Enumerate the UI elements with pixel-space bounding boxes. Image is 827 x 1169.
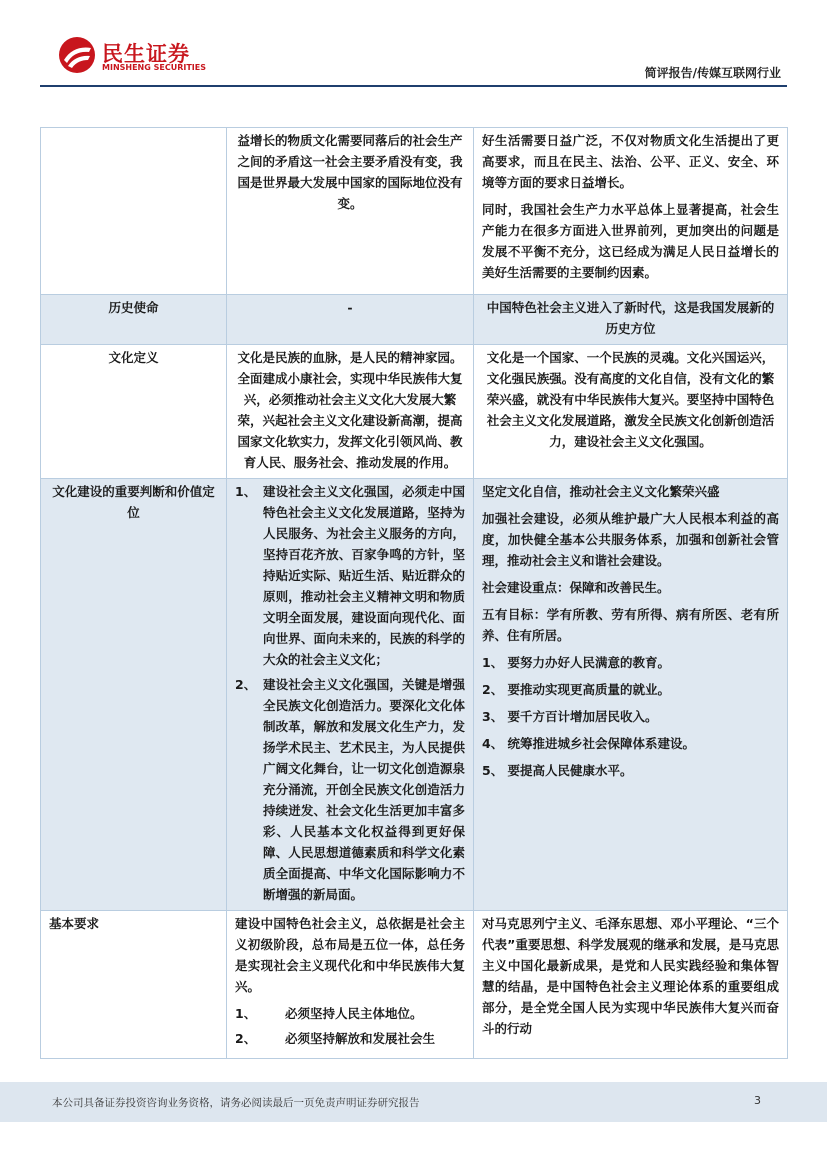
table-cell: 文化是一个国家、一个民族的灵魂。文化兴国运兴，文化强民族强。没有高度的文化自信，没有文化的繁荣兴盛，就没有中华民族伟大复兴。要坚持中国特色社会主义文化发展道路，激发全民族文化创新创造活力，建设社会主义文化强国。 <box>474 345 788 479</box>
report-type-label: 简评报告/传媒互联网行业 <box>644 66 781 80</box>
table-cell: 中国特色社会主义进入了新时代，这是我国发展新的历史方位 <box>474 295 788 345</box>
header-divider <box>40 85 787 87</box>
minsheng-logo-icon <box>58 36 96 74</box>
cell-paragraph: 五有目标：学有所教、劳有所得、病有所医、老有所养、住有所居。 <box>482 607 779 643</box>
item-number: 1、 <box>235 1006 257 1021</box>
numbered-item <box>235 1003 465 1024</box>
page-number: 3 <box>754 1094 761 1107</box>
table-cell: 对马克思列宁主义、毛泽东思想、邓小平理论、“三个代表”重要思想、科学发展观的继承和发展，是马克思主义中国化最新成果，是党和人民实践经验和集体智慧的结晶，是中国特色社会主义理论体系的重要组成部分，是全党全国人民为实现中华民族伟大复兴而奋斗的行动 <box>474 911 788 1059</box>
table-cell: 文化是民族的血脉，是人民的精神家园。全面建成小康社会，实现中华民族伟大复兴，必须推动社会主义文化大发展大繁荣，兴起社会主义文化建设新高潮，提高国家文化软实力，发挥文化引领风尚、教育人民、服务社会、推动发展的作用。 <box>227 345 474 479</box>
cell-paragraph: 5、 要提高人民健康水平。 <box>482 763 633 778</box>
cell-paragraph: 3、 要千方百计增加居民收入。 <box>482 709 658 724</box>
cell-paragraph: 同时，我国社会生产力水平总体上显著提高，社会生产能力在很多方面进入世界前列，更加突出的问题是发展不平衡不充分，这已经成为满足人民日益增长的美好生活需要的主要制约因素。 <box>482 202 779 280</box>
cell-paragraph: 2、 要推动实现更高质量的就业。 <box>482 682 671 697</box>
numbered-item <box>235 481 465 670</box>
item-text: 必须坚持解放和发展社会生 <box>285 1031 436 1046</box>
row-label: 历史使命 <box>41 295 227 345</box>
item-number: 1、 <box>235 484 257 499</box>
table-row <box>41 479 788 911</box>
item-number: 2、 <box>235 677 257 692</box>
row-label: 文化定义 <box>41 345 227 479</box>
page-footer <box>0 1082 827 1122</box>
brand-logo <box>58 36 258 78</box>
cell-paragraph: 坚定文化自信，推动社会主义文化繁荣兴盛 <box>482 484 720 499</box>
cell-paragraph: 好生活需要日益广泛，不仅对物质文化生活提出了更高要求，而且在民主、法治、公平、正义、安全、环境等方面的要求日益增长。 <box>482 133 779 190</box>
table-cell <box>474 479 788 911</box>
item-text: 建设社会主义文化强国，关键是增强全民族文化创造活力。要深化文化体制改革，解放和发展文化生产力，发扬学术民主、艺术民主，为人民提供广阔文化舞台，让一切文化创造源泉充分涌流，开创全民族文化创造活力持续迸发、社会文化生活更加丰富多彩、人民基本文化权益得到更好保障、人民思想道德素质和科学文化素质全面提高、中华文化国际影响力不断增强的新局面。 <box>263 677 465 902</box>
item-text: 必须坚持人民主体地位。 <box>285 1006 423 1021</box>
table-row <box>41 345 788 479</box>
table-cell <box>474 128 788 295</box>
comparison-table <box>40 127 788 1059</box>
table-row <box>41 295 788 345</box>
logo-chinese-text: 民生证券 <box>102 42 190 66</box>
logo-english-text: MINSHENG SECURITIES <box>102 63 206 72</box>
cell-paragraph: 1、 要努力办好人民满意的教育。 <box>482 655 671 670</box>
table-cell-label <box>41 128 227 295</box>
table-row <box>41 911 788 1059</box>
cell-paragraph: 4、 统筹推进城乡社会保障体系建设。 <box>482 736 696 751</box>
numbered-item <box>235 1028 465 1049</box>
item-text: 建设社会主义文化强国，必须走中国特色社会主义文化发展道路，坚持为人民服务、为社会主义服务的方向，坚持百花齐放、百家争鸣的方针，坚持贴近实际、贴近生活、贴近群众的原则，推动社会主义精神文明和物质文明全面发展，建设面向现代化、面向世界、面向未来的，民族的科学的大众的社会主义文化； <box>263 484 465 667</box>
table-cell <box>227 479 474 911</box>
item-number: 2、 <box>235 1031 257 1046</box>
row-label: 基本要求 <box>41 911 227 1059</box>
cell-paragraph: 社会建设重点：保障和改善民生。 <box>482 580 670 595</box>
table-cell: - <box>227 295 474 345</box>
table-cell <box>227 911 474 1059</box>
table-row <box>41 128 788 295</box>
cell-paragraph: 加强社会建设，必须从维护最广大人民根本利益的高度，加快健全基本公共服务体系，加强和创新社会管理，推动社会主义和谐社会建设。 <box>482 511 779 568</box>
table-cell: 益增长的物质文化需要同落后的社会生产之间的矛盾这一社会主要矛盾没有变，我国是世界最大发展中国家的国际地位没有变。 <box>227 128 474 295</box>
footer-disclaimer: 本公司具备证券投资咨询业务资格，请务必阅读最后一页免责声明证券研究报告 <box>52 1097 420 1109</box>
numbered-item <box>235 674 465 905</box>
cell-paragraph: 建设中国特色社会主义，总依据是社会主义初级阶段，总布局是五位一体，总任务是实现社会主义现代化和中华民族伟大复兴。 <box>235 916 465 994</box>
row-label: 文化建设的重要判断和价值定位 <box>41 479 227 911</box>
